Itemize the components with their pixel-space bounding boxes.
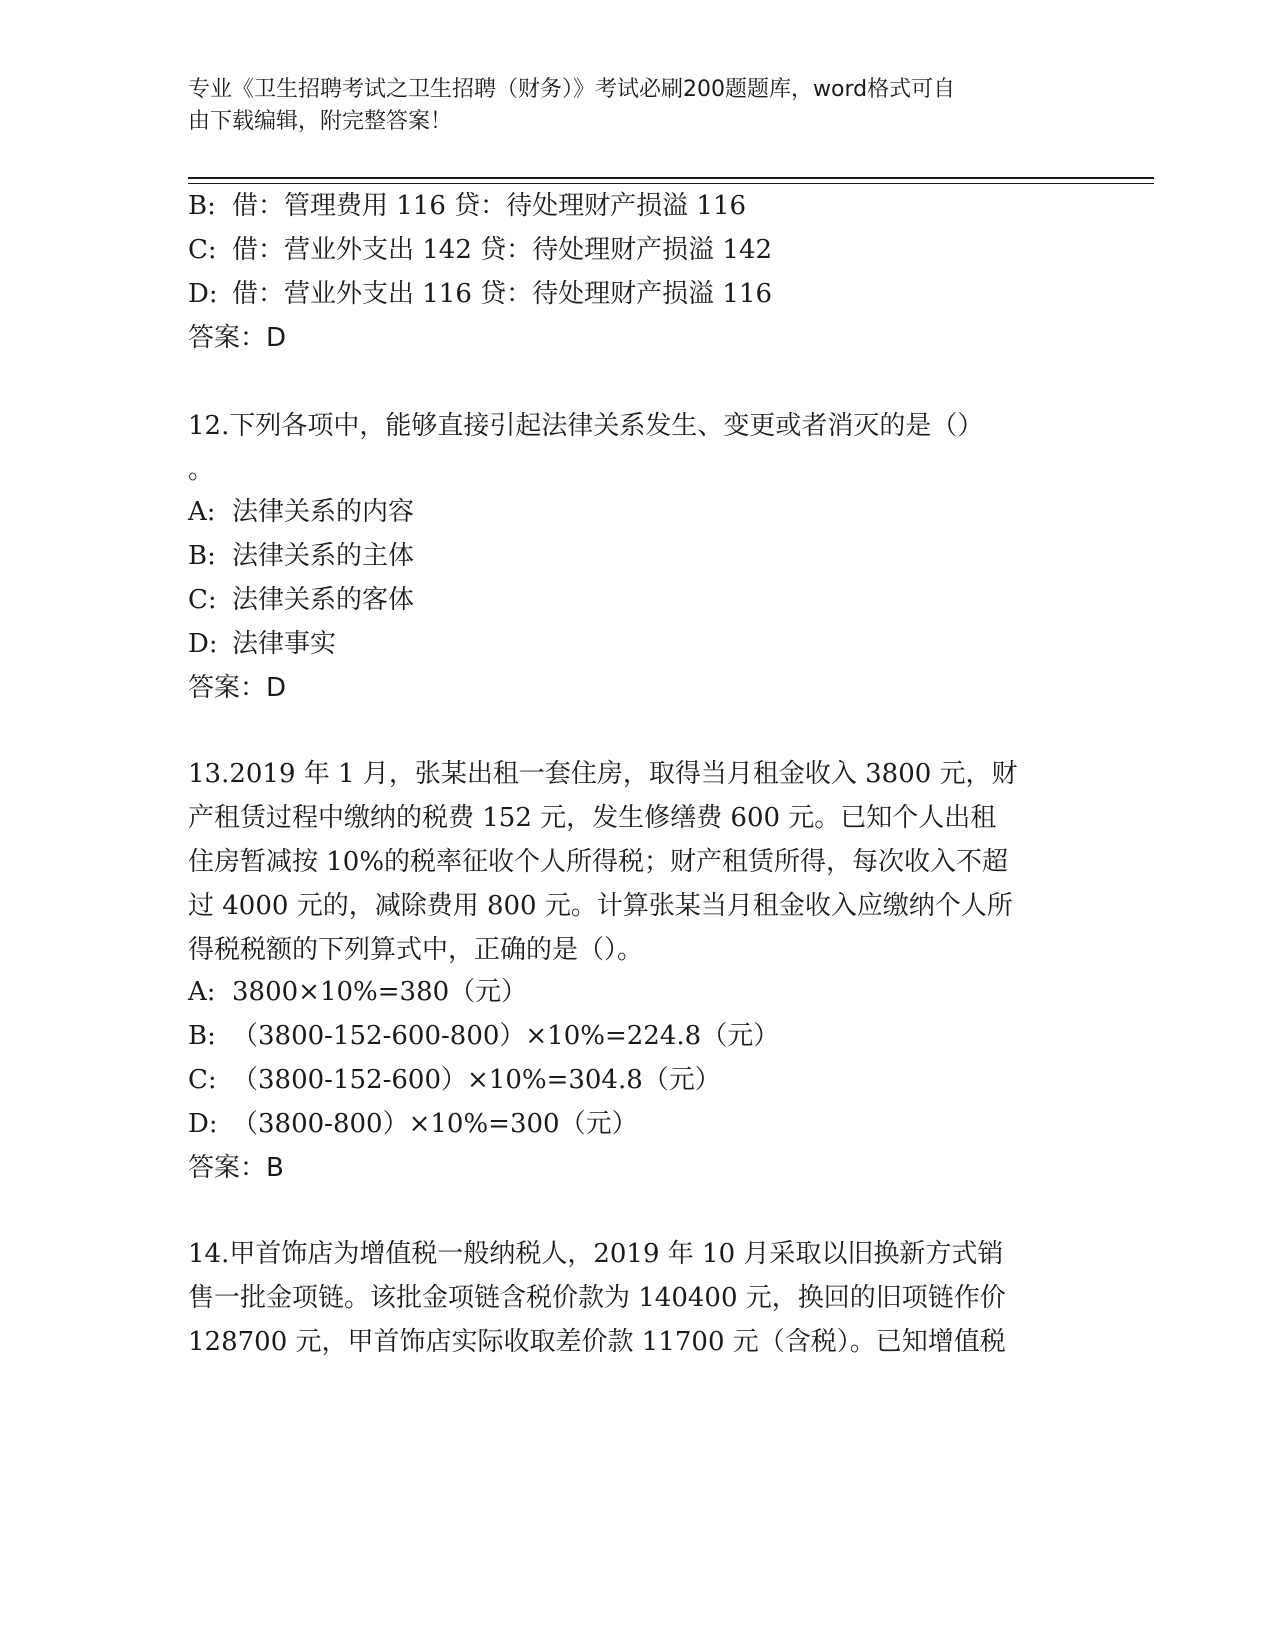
q12-answer: 答案：D (188, 673, 287, 703)
q13-stem-line-4: 过 4000 元的，减除费用 800 元。计算张某当月租金收入应缴纳个人所 (188, 891, 1013, 921)
option-letter: A: (188, 977, 216, 1007)
option-text: 法律事实 (232, 629, 337, 659)
option-letter: D: (188, 629, 218, 659)
q12-option-d (188, 627, 1088, 661)
q13-option-c (188, 1063, 1088, 1097)
option-text: 法律关系的内容 (232, 497, 415, 527)
option-text: 法律关系的客体 (232, 585, 415, 615)
option-text: 借：管理费用 116 贷：待处理财产损溢 116 (232, 191, 747, 221)
q14-stem-line-3: 128700 元，甲首饰店实际收取差价款 11700 元（含税）。已知增值税 (188, 1327, 1006, 1357)
q14-stem-line-1: 14.甲首饰店为增值税一般纳税人，2019 年 10 月采取以旧换新方式销 (188, 1239, 1004, 1269)
option-text: （3800-152-600-800）×10%=224.8（元） (232, 1021, 780, 1051)
q11-answer: 答案：D (188, 323, 287, 353)
option-letter: B: (188, 191, 216, 221)
q12-option-c (188, 583, 1088, 617)
q11-option-c (188, 233, 1088, 267)
header-line-2: 由下载编辑，附完整答案！ (188, 109, 453, 134)
option-letter: C: (188, 235, 217, 265)
option-letter: D: (188, 1109, 218, 1139)
q14-stem-line-2: 售一批金项链。该批金项链含税价款为 140400 元，换回的旧项链作价 (188, 1283, 1006, 1313)
document-header (188, 74, 1078, 138)
q13-stem-line-1: 13.2019 年 1 月，张某出租一套住房，取得当月租金收入 3800 元，财 (188, 759, 1018, 789)
q13-answer: 答案：B (188, 1153, 284, 1183)
header-divider-thin (188, 183, 1154, 184)
option-letter: D: (188, 279, 218, 309)
option-text: （3800-800）×10%=300（元） (232, 1109, 638, 1139)
q13-stem-line-2: 产租赁过程中缴纳的税费 152 元，发生修缮费 600 元。已知个人出租 (188, 803, 997, 833)
option-letter: C: (188, 585, 217, 615)
q13-option-a (188, 975, 1088, 1009)
q11-option-d (188, 277, 1088, 311)
q13-option-d (188, 1107, 1088, 1141)
q13-stem-line-3: 住房暂减按 10%的税率征收个人所得税；财产租赁所得，每次收入不超 (188, 847, 1009, 877)
option-text: （3800-152-600）×10%=304.8（元） (232, 1065, 721, 1095)
q11-option-b (188, 189, 1088, 223)
option-letter: C: (188, 1065, 217, 1095)
option-text: 借：营业外支出 116 贷：待处理财产损溢 116 (232, 279, 773, 309)
q12-stem-line-2: 。 (188, 455, 215, 485)
option-text: 借：营业外支出 142 贷：待处理财产损溢 142 (232, 235, 773, 265)
header-divider-thick (188, 177, 1154, 179)
q12-stem-line-1: 12.下列各项中，能够直接引起法律关系发生、变更或者消灭的是（） (188, 411, 984, 441)
option-letter: A: (188, 497, 216, 527)
option-text: 法律关系的主体 (232, 541, 415, 571)
q12-option-a (188, 495, 1088, 529)
option-letter: B: (188, 1021, 216, 1051)
q13-stem-line-5: 得税税额的下列算式中，正确的是（）。 (188, 935, 644, 965)
option-letter: B: (188, 541, 216, 571)
q12-option-b (188, 539, 1088, 573)
option-text: 3800×10%=380（元） (232, 977, 528, 1007)
q13-option-b (188, 1019, 1088, 1053)
header-line-1: 专业《卫生招聘考试之卫生招聘（财务）》考试必刷200题题库，word格式可自 (188, 77, 956, 102)
